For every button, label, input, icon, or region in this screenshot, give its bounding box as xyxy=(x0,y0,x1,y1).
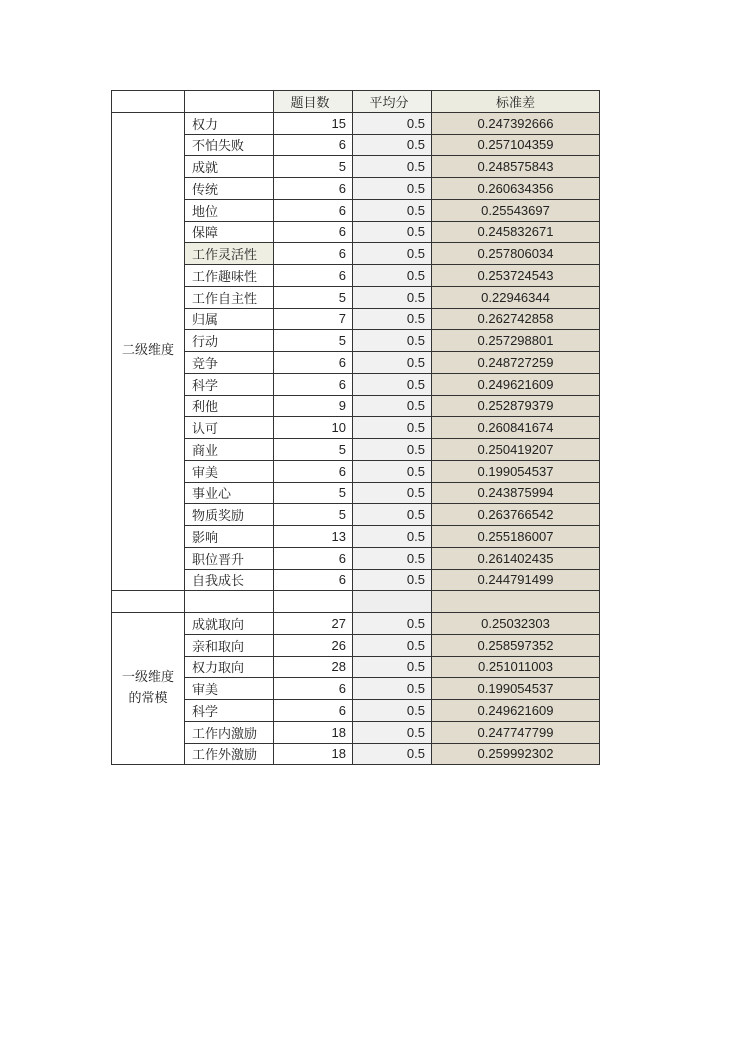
item-count: 6 xyxy=(274,243,353,265)
table-row xyxy=(112,482,600,504)
table-row xyxy=(112,504,600,526)
item-mean: 0.5 xyxy=(353,743,432,765)
table-row xyxy=(112,178,600,200)
item-name: 商业 xyxy=(185,439,274,461)
item-mean: 0.5 xyxy=(353,526,432,548)
item-std: 0.252879379 xyxy=(432,395,600,417)
dimension-label: 二级维度 xyxy=(112,112,185,591)
table-row xyxy=(112,439,600,461)
item-mean: 0.5 xyxy=(353,547,432,569)
table-row xyxy=(112,265,600,287)
item-std: 0.25543697 xyxy=(432,199,600,221)
item-std: 0.257298801 xyxy=(432,330,600,352)
item-mean: 0.5 xyxy=(353,634,432,656)
item-name: 工作自主性 xyxy=(185,286,274,308)
table-row xyxy=(112,700,600,722)
table-row xyxy=(112,352,600,374)
item-count: 5 xyxy=(274,330,353,352)
item-std: 0.249621609 xyxy=(432,700,600,722)
item-count: 6 xyxy=(274,199,353,221)
header-count: 题目数 xyxy=(274,91,353,113)
item-count: 6 xyxy=(274,460,353,482)
item-std: 0.249621609 xyxy=(432,373,600,395)
item-std: 0.259992302 xyxy=(432,743,600,765)
item-name: 事业心 xyxy=(185,482,274,504)
table-row xyxy=(112,547,600,569)
item-mean: 0.5 xyxy=(353,134,432,156)
norm-table xyxy=(111,90,600,765)
item-mean: 0.5 xyxy=(353,482,432,504)
item-name: 审美 xyxy=(185,678,274,700)
item-mean: 0.5 xyxy=(353,308,432,330)
table-row xyxy=(112,134,600,156)
item-count: 5 xyxy=(274,482,353,504)
item-mean: 0.5 xyxy=(353,330,432,352)
item-count: 6 xyxy=(274,547,353,569)
item-name: 亲和取向 xyxy=(185,634,274,656)
table-row xyxy=(112,678,600,700)
item-name: 成就 xyxy=(185,156,274,178)
table-row xyxy=(112,743,600,765)
item-std: 0.247392666 xyxy=(432,112,600,134)
table-row xyxy=(112,221,600,243)
item-count: 28 xyxy=(274,656,353,678)
item-std: 0.257806034 xyxy=(432,243,600,265)
table-row xyxy=(112,330,600,352)
item-count: 18 xyxy=(274,743,353,765)
item-mean: 0.5 xyxy=(353,721,432,743)
table-row xyxy=(112,395,600,417)
item-std: 0.261402435 xyxy=(432,547,600,569)
item-name: 审美 xyxy=(185,460,274,482)
item-std: 0.245832671 xyxy=(432,221,600,243)
item-count: 27 xyxy=(274,613,353,635)
item-std: 0.260634356 xyxy=(432,178,600,200)
table-row xyxy=(112,569,600,591)
item-count: 6 xyxy=(274,221,353,243)
item-name: 科学 xyxy=(185,700,274,722)
item-count: 6 xyxy=(274,134,353,156)
item-count: 7 xyxy=(274,308,353,330)
item-count: 5 xyxy=(274,156,353,178)
empty-cell xyxy=(185,591,274,613)
item-std: 0.262742858 xyxy=(432,308,600,330)
item-std: 0.251011003 xyxy=(432,656,600,678)
item-mean: 0.5 xyxy=(353,243,432,265)
item-std: 0.248575843 xyxy=(432,156,600,178)
table-row xyxy=(112,156,600,178)
item-std: 0.244791499 xyxy=(432,569,600,591)
item-std: 0.258597352 xyxy=(432,634,600,656)
table-row xyxy=(112,308,600,330)
item-mean: 0.5 xyxy=(353,199,432,221)
item-count: 5 xyxy=(274,504,353,526)
item-mean: 0.5 xyxy=(353,352,432,374)
item-mean: 0.5 xyxy=(353,221,432,243)
item-name: 传统 xyxy=(185,178,274,200)
header-blank-name xyxy=(185,91,274,113)
item-name: 工作内激励 xyxy=(185,721,274,743)
item-name: 利他 xyxy=(185,395,274,417)
table-row xyxy=(112,526,600,548)
item-std: 0.25032303 xyxy=(432,613,600,635)
item-name: 工作灵活性 xyxy=(185,243,274,265)
table-row xyxy=(112,721,600,743)
item-name: 不怕失败 xyxy=(185,134,274,156)
item-count: 9 xyxy=(274,395,353,417)
table-body xyxy=(112,112,600,765)
item-mean: 0.5 xyxy=(353,504,432,526)
item-std: 0.247747799 xyxy=(432,721,600,743)
item-name: 归属 xyxy=(185,308,274,330)
item-mean: 0.5 xyxy=(353,700,432,722)
item-mean: 0.5 xyxy=(353,678,432,700)
item-mean: 0.5 xyxy=(353,439,432,461)
item-name: 行动 xyxy=(185,330,274,352)
table-row xyxy=(112,634,600,656)
dimension-label: 一级维度 的常模 xyxy=(112,613,185,765)
item-name: 自我成长 xyxy=(185,569,274,591)
item-name: 地位 xyxy=(185,199,274,221)
item-mean: 0.5 xyxy=(353,417,432,439)
item-name: 成就取向 xyxy=(185,613,274,635)
item-mean: 0.5 xyxy=(353,613,432,635)
item-name: 竞争 xyxy=(185,352,274,374)
table-row xyxy=(112,112,600,134)
item-name: 权力取向 xyxy=(185,656,274,678)
header-blank-dimension xyxy=(112,91,185,113)
table-row xyxy=(112,199,600,221)
item-count: 6 xyxy=(274,678,353,700)
item-mean: 0.5 xyxy=(353,286,432,308)
item-std: 0.22946344 xyxy=(432,286,600,308)
item-count: 6 xyxy=(274,569,353,591)
item-count: 10 xyxy=(274,417,353,439)
item-count: 6 xyxy=(274,352,353,374)
item-name: 工作外激励 xyxy=(185,743,274,765)
item-count: 5 xyxy=(274,286,353,308)
item-std: 0.253724543 xyxy=(432,265,600,287)
item-mean: 0.5 xyxy=(353,395,432,417)
item-name: 影响 xyxy=(185,526,274,548)
empty-cell xyxy=(274,591,353,613)
item-count: 26 xyxy=(274,634,353,656)
item-mean: 0.5 xyxy=(353,569,432,591)
item-name: 职位晋升 xyxy=(185,547,274,569)
item-mean: 0.5 xyxy=(353,265,432,287)
item-mean: 0.5 xyxy=(353,656,432,678)
item-std: 0.255186007 xyxy=(432,526,600,548)
item-name: 保障 xyxy=(185,221,274,243)
table-row xyxy=(112,243,600,265)
item-count: 13 xyxy=(274,526,353,548)
item-mean: 0.5 xyxy=(353,460,432,482)
table-row xyxy=(112,286,600,308)
item-count: 6 xyxy=(274,265,353,287)
item-mean: 0.5 xyxy=(353,112,432,134)
table-row xyxy=(112,417,600,439)
empty-cell xyxy=(112,591,185,613)
item-count: 6 xyxy=(274,178,353,200)
item-std: 0.250419207 xyxy=(432,439,600,461)
item-mean: 0.5 xyxy=(353,178,432,200)
item-std: 0.199054537 xyxy=(432,460,600,482)
item-name: 工作趣味性 xyxy=(185,265,274,287)
empty-cell xyxy=(432,591,600,613)
item-count: 6 xyxy=(274,373,353,395)
item-std: 0.248727259 xyxy=(432,352,600,374)
item-count: 6 xyxy=(274,700,353,722)
item-name: 科学 xyxy=(185,373,274,395)
item-count: 5 xyxy=(274,439,353,461)
header-mean: 平均分 xyxy=(353,91,432,113)
item-std: 0.260841674 xyxy=(432,417,600,439)
item-name: 权力 xyxy=(185,112,274,134)
header-row xyxy=(112,91,600,113)
item-mean: 0.5 xyxy=(353,156,432,178)
item-std: 0.263766542 xyxy=(432,504,600,526)
table-row xyxy=(112,373,600,395)
item-std: 0.243875994 xyxy=(432,482,600,504)
item-name: 物质奖励 xyxy=(185,504,274,526)
empty-cell xyxy=(353,591,432,613)
table-row xyxy=(112,656,600,678)
header-std: 标准差 xyxy=(432,91,600,113)
item-std: 0.257104359 xyxy=(432,134,600,156)
item-name: 认可 xyxy=(185,417,274,439)
table-row xyxy=(112,460,600,482)
item-count: 15 xyxy=(274,112,353,134)
separator-row xyxy=(112,591,600,613)
item-mean: 0.5 xyxy=(353,373,432,395)
item-count: 18 xyxy=(274,721,353,743)
table-row xyxy=(112,613,600,635)
item-std: 0.199054537 xyxy=(432,678,600,700)
